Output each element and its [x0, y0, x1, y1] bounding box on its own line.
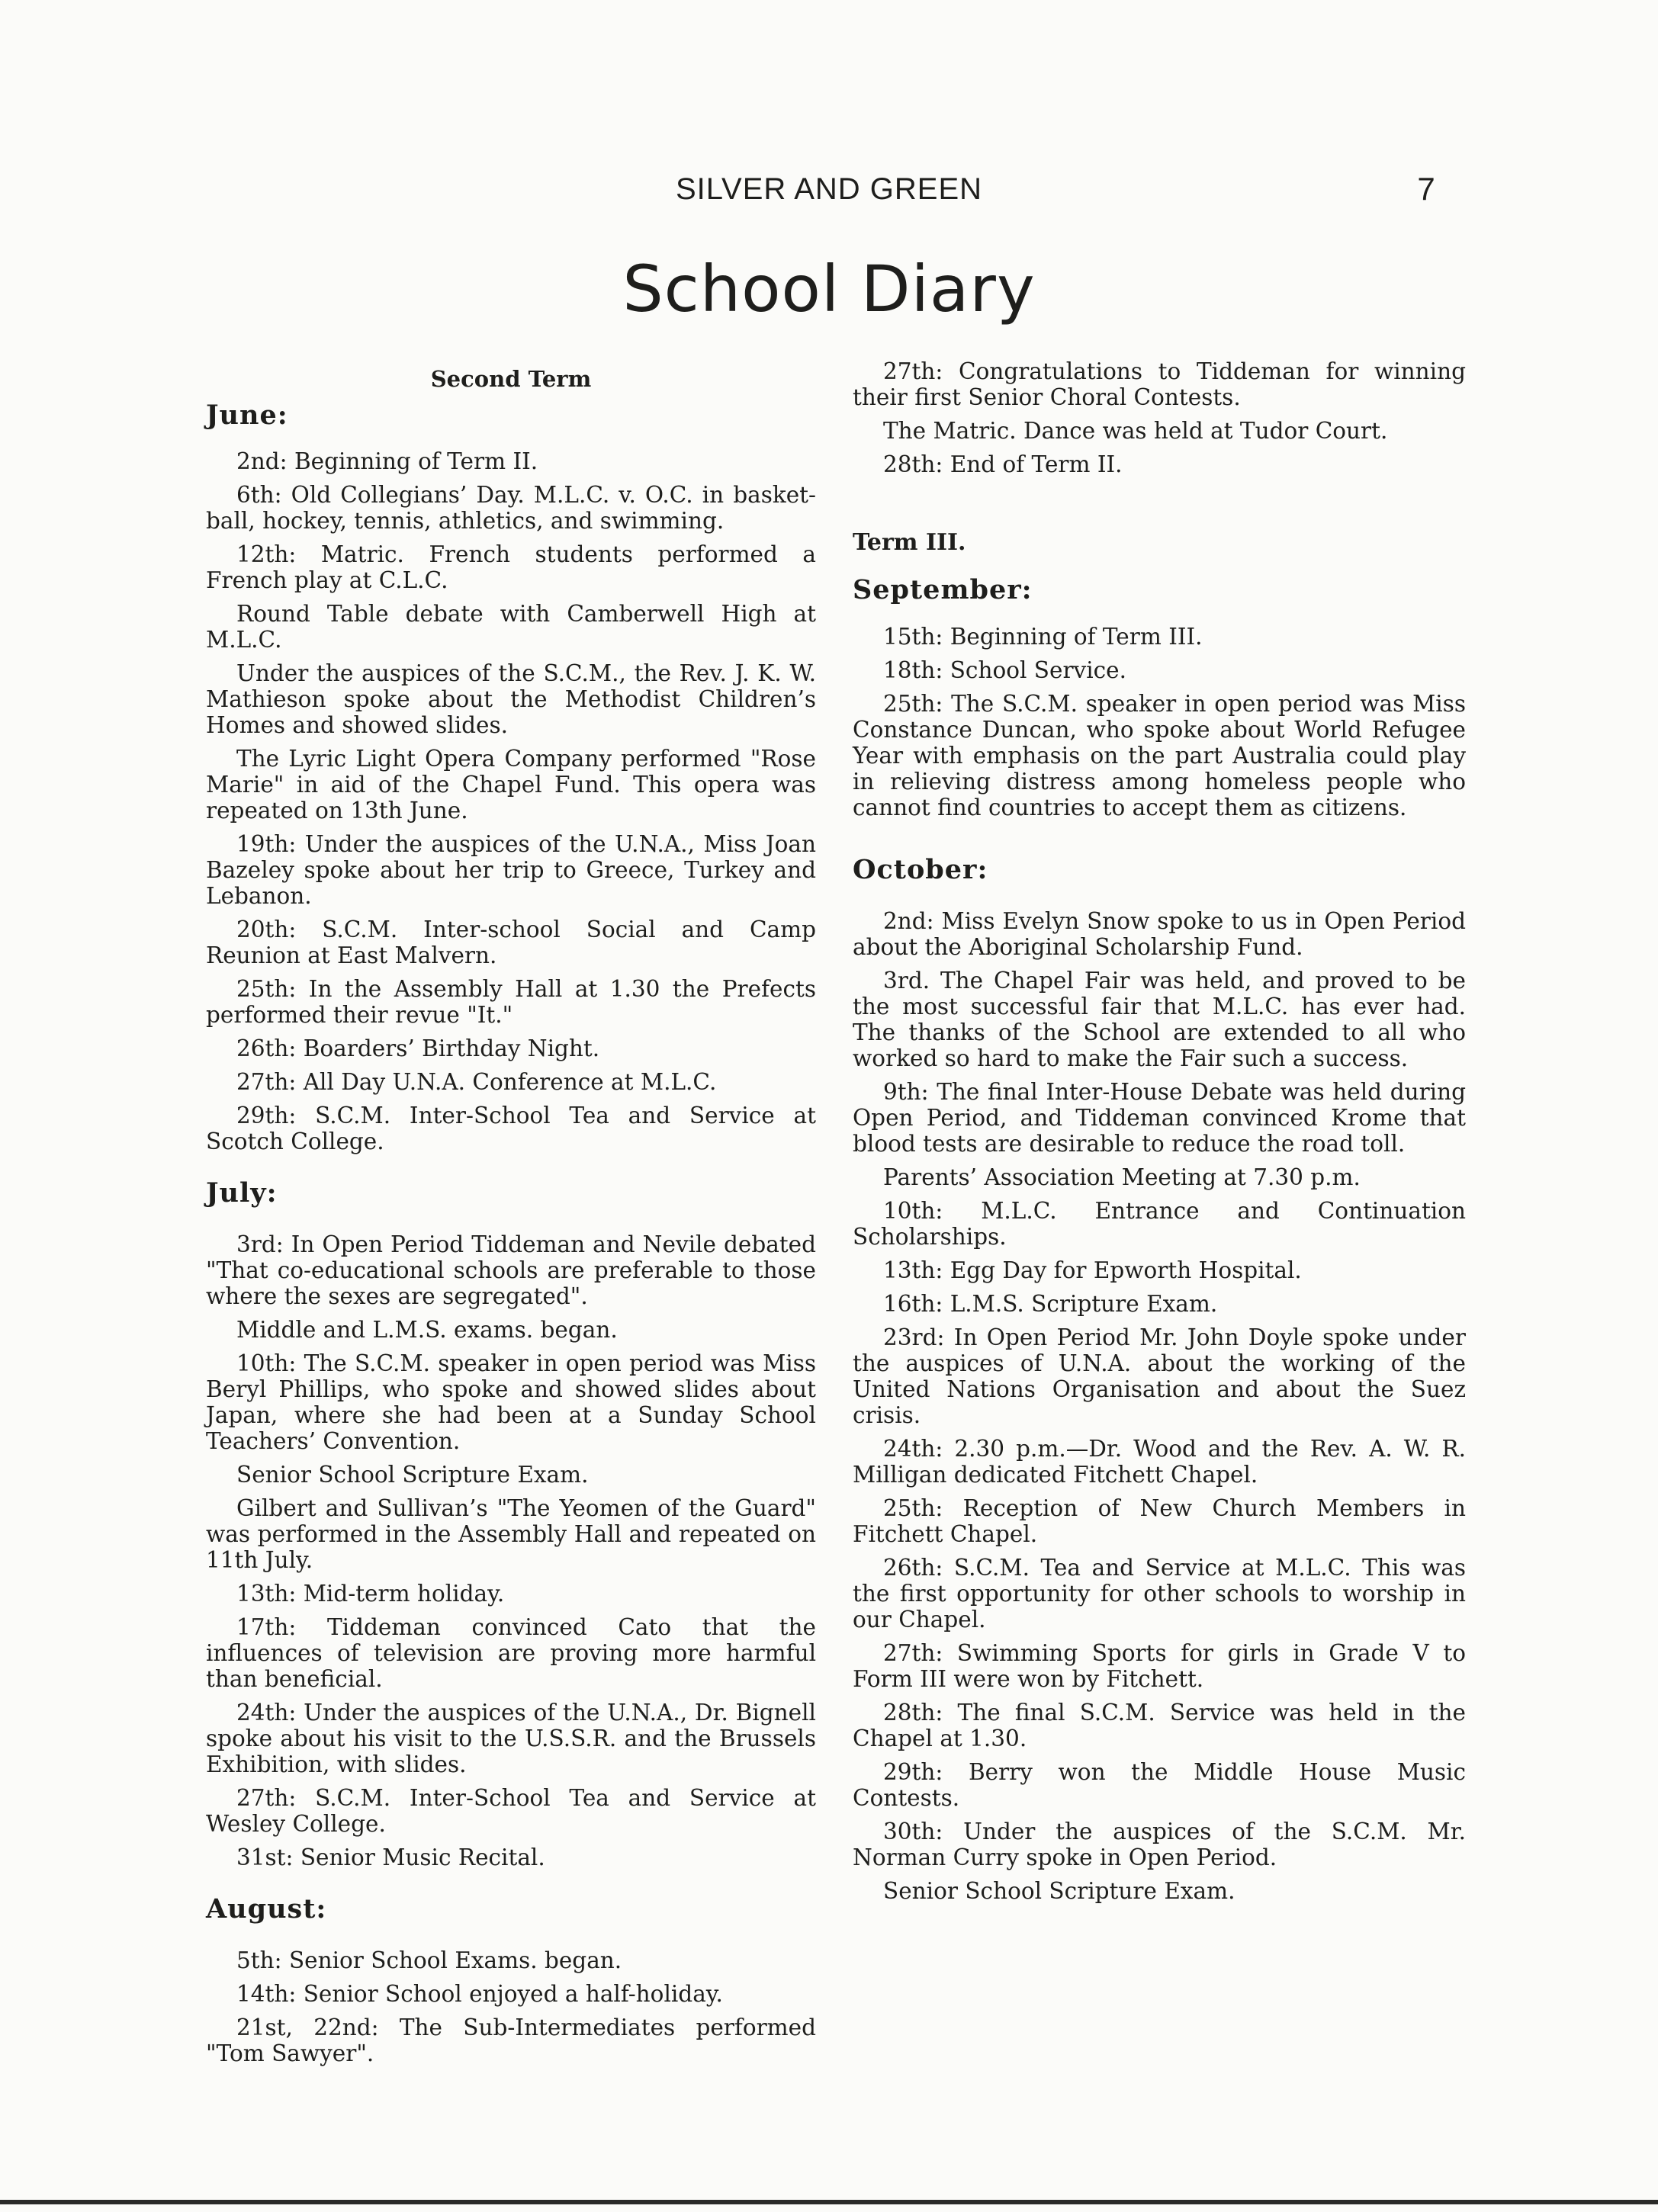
diary-entry: 5th: Senior School Exams. began.	[236, 1947, 622, 1973]
month-heading-june: June:	[206, 400, 288, 431]
diary-entry: 27th: Swimming Sports for girls in Grade V to Form III were won by Fitchett.	[853, 1640, 1466, 1692]
diary-entry: The Matric. Dance was held at Tudor Court.	[883, 418, 1388, 444]
diary-entry: 27th: All Day U.N.A. Conference at M.L.C.	[236, 1069, 717, 1095]
diary-entry: Gilbert and Sullivan’s "The Yeomen of the Guard" was performed in the Assembly Hall and repeated on 11th July.	[206, 1495, 816, 1573]
diary-entry: 25th: Reception of New Church Members in Fitchett Chapel.	[853, 1495, 1466, 1547]
diary-entry: 3rd: In Open Period Tiddeman and Nevile debated "That co-educational schools are preferable to those where the sexes are segregated".	[206, 1231, 816, 1309]
diary-entry: 17th: Tiddeman convinced Cato that the influences of television are proving more harmful than beneficial.	[206, 1614, 816, 1692]
august-continued-entries	[853, 358, 1466, 477]
diary-entry: The Lyric Light Opera Company performed "Rose Marie" in aid of the Chapel Fund. This opera was repeated on 13th June.	[206, 746, 816, 823]
page-number: 7	[1417, 171, 1435, 207]
right-column	[853, 358, 1466, 1912]
diary-entry: 30th: Under the auspices of the S.C.M. Mr. Norman Curry spoke in Open Period.	[853, 1819, 1466, 1870]
term-label-second: Second Term	[430, 366, 592, 392]
page-header	[0, 166, 1658, 212]
diary-entry: 13th: Mid-term holiday.	[236, 1581, 505, 1607]
diary-entry: 13th: Egg Day for Epworth Hospital.	[883, 1257, 1302, 1283]
diary-entry: Parents’ Association Meeting at 7.30 p.m.	[883, 1164, 1361, 1190]
diary-entry: 2nd: Beginning of Term II.	[236, 448, 538, 474]
term-label-third: Term III.	[853, 529, 966, 556]
diary-entry: 27th: Congratulations to Tiddeman for winning their first Senior Choral Contests.	[853, 358, 1466, 410]
diary-entry: Senior School Scripture Exam.	[236, 1462, 589, 1488]
diary-entry: 3rd. The Chapel Fair was held, and proved to be the most successful fair that M.L.C. has ever had. The thanks of the School are extended to all who worked so hard to make the Fair such a success.	[853, 968, 1466, 1071]
month-heading-october: October:	[853, 854, 988, 885]
september-entries	[853, 624, 1466, 820]
diary-entry: 28th: End of Term II.	[883, 451, 1123, 477]
diary-entry: 14th: Senior School enjoyed a half-holiday.	[236, 1981, 723, 2007]
diary-entry: 9th: The final Inter-House Debate was held during Open Period, and Tiddeman convinced Krome that blood tests are desirable to reduce the road toll.	[853, 1079, 1466, 1157]
diary-entry: 21st, 22nd: The Sub-Intermediates performed "Tom Sawyer".	[206, 2015, 816, 2066]
diary-entry: 19th: Under the auspices of the U.N.A., Miss Joan Bazeley spoke about her trip to Greece, Turkey and Lebanon.	[206, 831, 816, 909]
diary-entry: 31st: Senior Music Recital.	[236, 1844, 545, 1870]
bottom-rule	[0, 2200, 1658, 2204]
diary-entry: 28th: The final S.C.M. Service was held in the Chapel at 1.30.	[853, 1700, 1466, 1751]
diary-entry: 24th: 2.30 p.m.—Dr. Wood and the Rev. A. W. R. Milligan dedicated Fitchett Chapel.	[853, 1436, 1466, 1488]
june-entries	[206, 448, 816, 1154]
diary-entry: 27th: S.C.M. Inter-School Tea and Service at Wesley College.	[206, 1785, 816, 1837]
diary-entry: Middle and L.M.S. exams. began.	[236, 1317, 618, 1343]
month-heading-september: September:	[853, 574, 1033, 605]
diary-entry: Under the auspices of the S.C.M., the Rev. J. K. W. Mathieson spoke about the Methodist Children’s Homes and showed slides.	[206, 660, 816, 738]
month-heading-july: July:	[206, 1177, 278, 1209]
diary-entry: 23rd: In Open Period Mr. John Doyle spoke under the auspices of U.N.A. about the working of the United Nations Organisation and about the Suez crisis.	[853, 1324, 1466, 1428]
diary-entry: 15th: Beginning of Term III.	[883, 624, 1203, 650]
october-entries	[853, 908, 1466, 1904]
page-title: School Diary	[622, 252, 1036, 326]
term-heading-row	[206, 358, 816, 431]
diary-entry: 20th: S.C.M. Inter-school Social and Camp Reunion at East Malvern.	[206, 917, 816, 968]
diary-entry: 24th: Under the auspices of the U.N.A., Dr. Bignell spoke about his visit to the U.S.S.R. and the Brussels Exhibition, with slides.	[206, 1700, 816, 1777]
august-entries	[206, 1947, 816, 2066]
diary-entry: 2nd: Miss Evelyn Snow spoke to us in Open Period about the Aboriginal Scholarship Fund.	[853, 908, 1466, 960]
month-heading-august: August:	[206, 1893, 327, 1925]
diary-entry: Senior School Scripture Exam.	[883, 1878, 1235, 1904]
diary-entry: 6th: Old Collegians’ Day. M.L.C. v. O.C. in basket-ball, hockey, tennis, athletics, and swimming.	[206, 482, 816, 534]
diary-entry: 10th: M.L.C. Entrance and Continuation Scholarships.	[853, 1198, 1466, 1250]
running-title: SILVER AND GREEN	[675, 172, 983, 206]
diary-entry: 25th: In the Assembly Hall at 1.30 the Prefects performed their revue "It."	[206, 976, 816, 1028]
diary-entry: 26th: S.C.M. Tea and Service at M.L.C. This was the first opportunity for other schools to worship in our Chapel.	[853, 1555, 1466, 1633]
diary-entry: 29th: S.C.M. Inter-School Tea and Service at Scotch College.	[206, 1103, 816, 1154]
diary-entry: 16th: L.M.S. Scripture Exam.	[883, 1291, 1218, 1317]
diary-entry: 12th: Matric. French students performed a French play at C.L.C.	[206, 541, 816, 593]
diary-entry: 29th: Berry won the Middle House Music Contests.	[853, 1759, 1466, 1811]
diary-entry: 10th: The S.C.M. speaker in open period was Miss Beryl Phillips, who spoke and showed slides about Japan, where she had been at a Sunday School Teachers’ Convention.	[206, 1350, 816, 1454]
july-entries	[206, 1231, 816, 1870]
diary-entry: Round Table debate with Camberwell High at M.L.C.	[206, 601, 816, 653]
left-column	[206, 358, 816, 2074]
diary-entry: 26th: Boarders’ Birthday Night.	[236, 1035, 600, 1061]
diary-entry: 18th: School Service.	[883, 657, 1126, 683]
diary-entry: 25th: The S.C.M. speaker in open period was Miss Constance Duncan, who spoke about World Refugee Year with emphasis on the part Australia could play in relieving distress among homeless people who cannot find countries to accept them as citizens.	[853, 691, 1466, 820]
